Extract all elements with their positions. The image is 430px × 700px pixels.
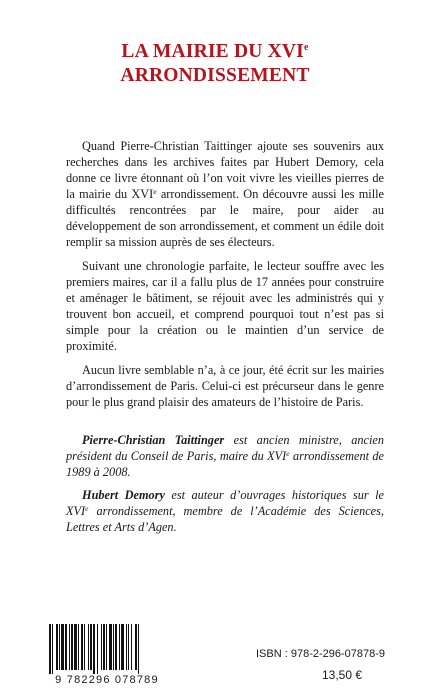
barcode-bar	[59, 624, 60, 670]
author-name-1: Pierre-Christian Taittinger	[82, 433, 225, 447]
barcode-bar	[135, 624, 137, 670]
title-line-1: LA MAIRIE DU XVIe	[121, 41, 309, 62]
book-title	[0, 36, 430, 88]
barcode-bar	[106, 624, 107, 670]
barcode-bar	[90, 624, 92, 670]
barcode-bars	[47, 624, 167, 674]
summary-paragraph-3: Aucun livre semblable n’a, à ce jour, été écrit sur les mairies d’arrondissement de Paris. Celui-ci est précurseur dans le genre pour le plus grand plaisir des amateurs de l’histoire de Paris.	[66, 363, 384, 409]
barcode-bar	[71, 624, 73, 670]
barcode-bar	[101, 624, 102, 670]
barcode-bar	[84, 624, 85, 670]
barcode-bar	[74, 624, 77, 670]
barcode-number: 9 782296 078789	[55, 674, 159, 686]
price-label: 13,50 €	[322, 668, 363, 682]
barcode-bar	[61, 624, 64, 670]
summary-paragraph-1: Quand Pierre-Christian Taittinger ajoute ses souvenirs aux recherches dans les archives faites par Hubert Demory, cela donne ce livre étonnant où l’on voit vivre les vieilles pierres de la mairie du XVIe arrondissement. On découvre aussi les mille difficultés rencontrées par le maire, pour aider au développement de son arrondissement, et comment un édile doit remplir sa mission auprès de ses électeurs.	[66, 139, 384, 249]
barcode-bar	[113, 624, 114, 670]
barcode-bar	[128, 624, 129, 670]
barcode-bar	[56, 624, 58, 670]
barcode-bar	[49, 624, 51, 674]
barcode-bar	[93, 624, 95, 674]
summary-paragraph-2: Suivant une chronologie parfaite, le lecteur souffre avec les premiers maires, car il a fallu plus de 17 années pour construire et aménager le bâtiment, se réjouit avec les administrés qui y trouvent bon accueil, et comprend pourquoi tout n’est pas si simple pour la création ou le maintien d’un service de proximité.	[66, 259, 384, 353]
author-name-2: Hubert Demory	[82, 488, 165, 502]
barcode-bar	[97, 624, 98, 674]
barcode-bar	[131, 624, 132, 670]
barcode-bar	[138, 624, 139, 674]
barcode-bar	[78, 624, 79, 670]
author-bio-1: Pierre-Christian Taittinger est ancien ministre, ancien président du Conseil de Paris, maire du XVIe arrondissement de 1989 à 2008.	[66, 433, 384, 479]
barcode-bar	[121, 624, 124, 670]
barcode-bar	[52, 624, 53, 674]
barcode-bar	[119, 624, 120, 670]
barcode-bar	[103, 624, 105, 670]
barcode-bar	[115, 624, 117, 670]
barcode-bar	[69, 624, 70, 670]
barcode-bar	[88, 624, 89, 670]
barcode-bar	[126, 624, 127, 670]
isbn-label: ISBN : 978-2-296-07878-9	[256, 648, 386, 660]
author-bio-2: Hubert Demory est auteur d’ouvrages historiques sur le XVIe arrondissement, membre de l’Académie des Sciences, Lettres et Arts d’Agen.	[66, 488, 384, 534]
barcode-image	[47, 624, 167, 674]
title-line-2: ARRONDISSEMENT	[120, 65, 310, 86]
barcode-bar	[81, 624, 83, 670]
barcode-bar	[109, 624, 112, 670]
barcode-bar	[65, 624, 67, 670]
